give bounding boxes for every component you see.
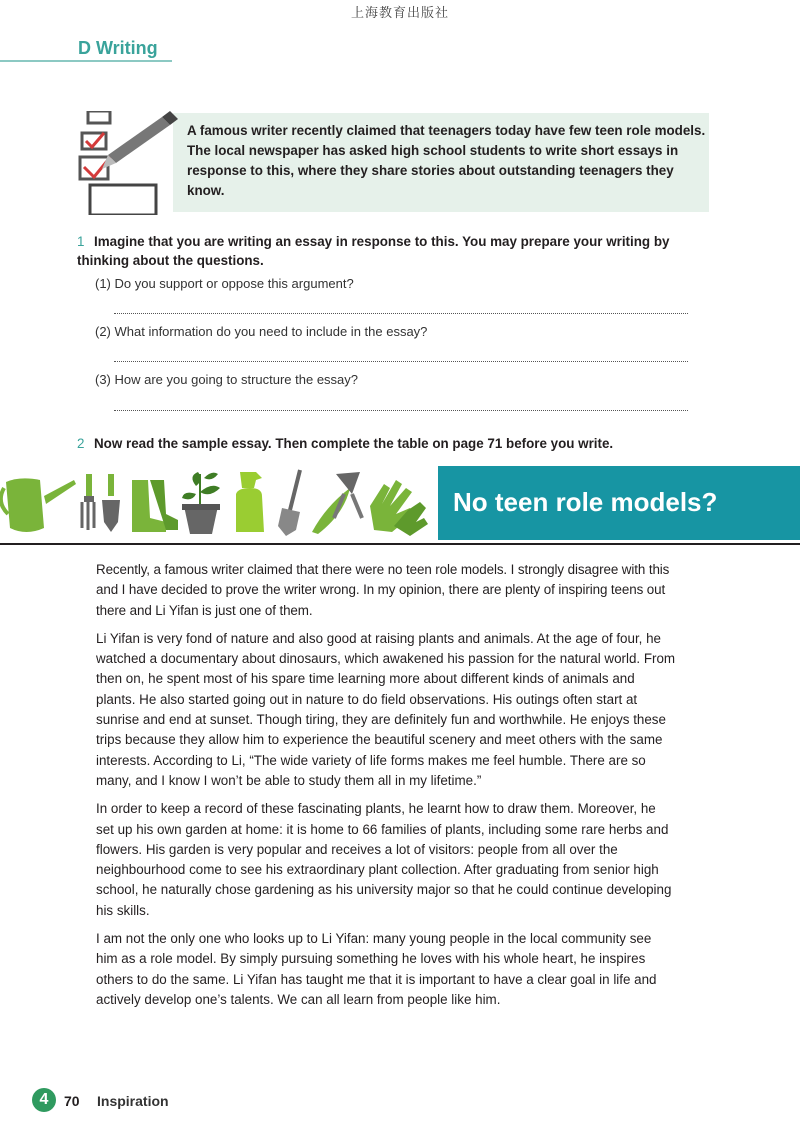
- spray-bottle-icon: [236, 472, 264, 532]
- page-number: 70: [64, 1093, 80, 1109]
- shovel-icon: [278, 470, 300, 536]
- task-1: [77, 232, 717, 270]
- section-divider: [0, 60, 172, 62]
- essay-paragraph-4: I am not the only one who looks up to Li Yifan: many young people in the local community see him as a role model. By simply pursuing something he loves with his whole heart, he inspires others to do the same. Li Yifan has taught me that it is important to have a clear goal in life and actively develop one’s talents. We can all learn from people like him.: [96, 931, 657, 1007]
- unit-title: Inspiration: [97, 1093, 169, 1109]
- publisher-name: 上海教育出版社: [350, 6, 449, 21]
- answer-line-2[interactable]: [114, 361, 688, 362]
- essay-paragraph-2: Li Yifan is very fond of nature and also good at raising plants and animals. At the age of four, he watched a documentary about dinosaurs, which awakened his passion for the natural world. From then on, he spent most of his spare time learning more about different kinds of animals and plants. He also started going out in nature to do field observations. His outings often start at sunrise and end at sunset. Though tiring, they are definitely fun and worthwhile. He enjoys these trips because they allow him to experience the beautiful scenery and meet others with the same interests. According to Li, “The wide variety of life forms makes me feel humble. There are so many, and I know I won’t be able to study them all in my lifetime.”: [96, 630, 676, 788]
- gardening-tools-illustration: [0, 466, 438, 540]
- pruning-shears-icon: [312, 472, 362, 534]
- unit-number-badge: 4: [32, 1088, 56, 1112]
- checklist-pen-icon: [74, 111, 184, 215]
- hand-fork-icon: [82, 474, 94, 530]
- rubber-boots-icon: [132, 480, 178, 532]
- answer-line-1[interactable]: [114, 313, 688, 314]
- question-1: (1) Do you support or oppose this argument?: [95, 276, 354, 291]
- question-2: (2) What information do you need to include in the essay?: [95, 324, 428, 339]
- task-number: 2: [77, 436, 85, 451]
- answer-line-3[interactable]: [114, 410, 688, 411]
- gardening-gloves-icon: [370, 480, 428, 536]
- task-instruction: Imagine that you are writing an essay in response to this. You may prepare your writing by thinking about the questions.: [77, 234, 670, 268]
- question-3: (3) How are you going to structure the essay?: [95, 372, 359, 387]
- section-title: D Writing: [78, 38, 158, 58]
- trowel-icon: [102, 474, 120, 532]
- banner-divider: [0, 543, 800, 545]
- task-instruction: Now read the sample essay. Then complete the table on page 71 before you write.: [94, 436, 614, 451]
- writing-prompt-text: A famous writer recently claimed that teenagers today have few teen role models. The local newspaper has asked high school students to write short essays in response to this, where they share stories about outstanding teenagers they know.: [187, 123, 706, 198]
- essay-title: No teen role models?: [453, 487, 718, 517]
- watering-can-icon: [1, 478, 76, 532]
- sample-essay: [96, 560, 676, 1018]
- task-number: 1: [77, 234, 85, 249]
- essay-paragraph-1: Recently, a famous writer claimed that there were no teen role models. I strongly disagree with this and I have decided to prove the writer wrong. In my opinion, there are plenty of inspiring teens out there and Li Yifan is just one of them.: [96, 562, 670, 618]
- task-2: [77, 434, 717, 453]
- essay-paragraph-3: In order to keep a record of these fascinating plants, he learnt how to draw them. Moreover, he set up his own garden at home: it is home to 66 families of plants, including some rare herbs and flowers. His garden is very popular and receives a lot of visitors: people from all over the neighbourhood come to see his extraordinary plant collection. After graduating from senior high school, he naturally chose gardening as his university major so that he could continue developing his skills.: [96, 801, 672, 918]
- potted-plant-icon: [182, 472, 220, 534]
